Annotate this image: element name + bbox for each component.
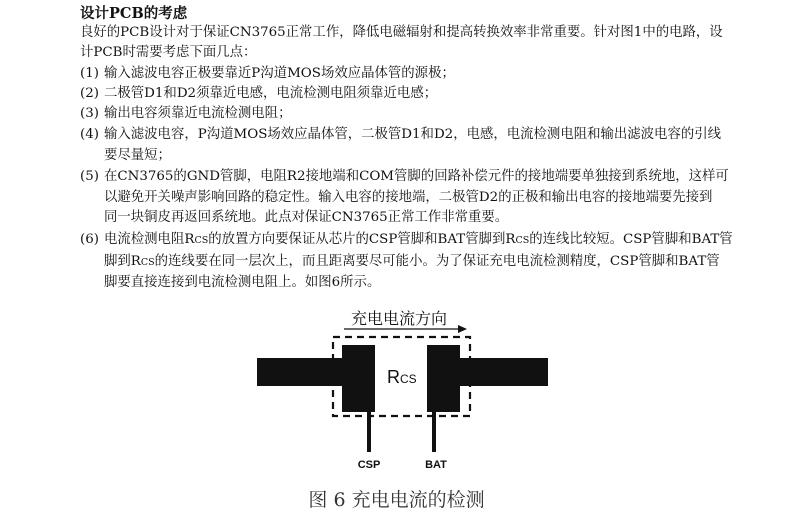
item-number: (4) — [80, 127, 99, 142]
bat-trace — [432, 412, 436, 452]
item-text: 二极管D1和D2须靠近电感，电流检测电阻须靠近电感； — [104, 86, 438, 101]
csp-pin-label: CSP — [357, 459, 381, 471]
item-number: (6) — [80, 232, 99, 247]
item-number: (3) — [80, 106, 99, 121]
item-text-line: 在CN3765的GND管脚，电阻R2接地端和COM管脚的回路补偿元件的接地端要单独接到系统地，这样可 — [104, 169, 729, 184]
intro-paragraph — [80, 23, 723, 63]
item-number: (1) — [80, 66, 99, 81]
item-number: (2) — [80, 86, 99, 101]
section-heading: 设计PCB的考虑 — [80, 5, 188, 22]
item-text: 输出电容须靠近电流检测电阻； — [104, 106, 292, 121]
intro-line-2: 计PCB时需要考虑下面几点： — [80, 45, 257, 60]
arrow-label: 充电电流方向 — [350, 311, 448, 328]
item-text-line: 电流检测电阻RCS的放置方向要保证从芯片的CSP管脚和BAT管脚到RCS的连线比较短。CSP管脚和BAT管 — [104, 232, 733, 247]
csp-trace — [367, 412, 371, 452]
left-pad — [342, 345, 375, 412]
item-number: (5) — [80, 169, 99, 184]
figure-caption: 图 6 充电电流的检测 — [308, 489, 485, 511]
item-text-line: 脚到RCS的连线要在同一层次上，而且距离要尽可能小。为了保证充电电流检测精度，CSP管脚和BAT管 — [104, 253, 720, 269]
intro-line-1: 良好的PCB设计对于保证CN3765正常工作，降低电磁辐射和提高转换效率非常重要。针对图1中的电路，设 — [80, 25, 723, 40]
item-text-line: 输入滤波电容，P沟道MOS场效应晶体管，二极管D1和D2，电感，电流检测电阻和输出滤波电容的引线 — [104, 127, 722, 142]
bat-pin-label: BAT — [425, 459, 447, 471]
item-text: 输入滤波电容正极要靠近P沟道MOS场效应晶体管的源极； — [104, 66, 455, 81]
item-text-line: 脚要直接连接到电流检测电阻上。如图6所示。 — [104, 275, 381, 290]
arrow-head-icon — [458, 325, 467, 333]
resistor-label: RCS — [387, 367, 417, 387]
item-text-line: 以避免开关噪声影响回路的稳定性。输入电容的接地端，二极管D2的正极和输出电容的接地端要先接到 — [104, 189, 713, 205]
item-text-line: 要尽量短； — [104, 147, 171, 163]
item-text-line: 同一块铜皮再返回系统地。此点对保证CN3765正常工作非常重要。 — [104, 210, 509, 225]
right-pad — [427, 345, 460, 412]
